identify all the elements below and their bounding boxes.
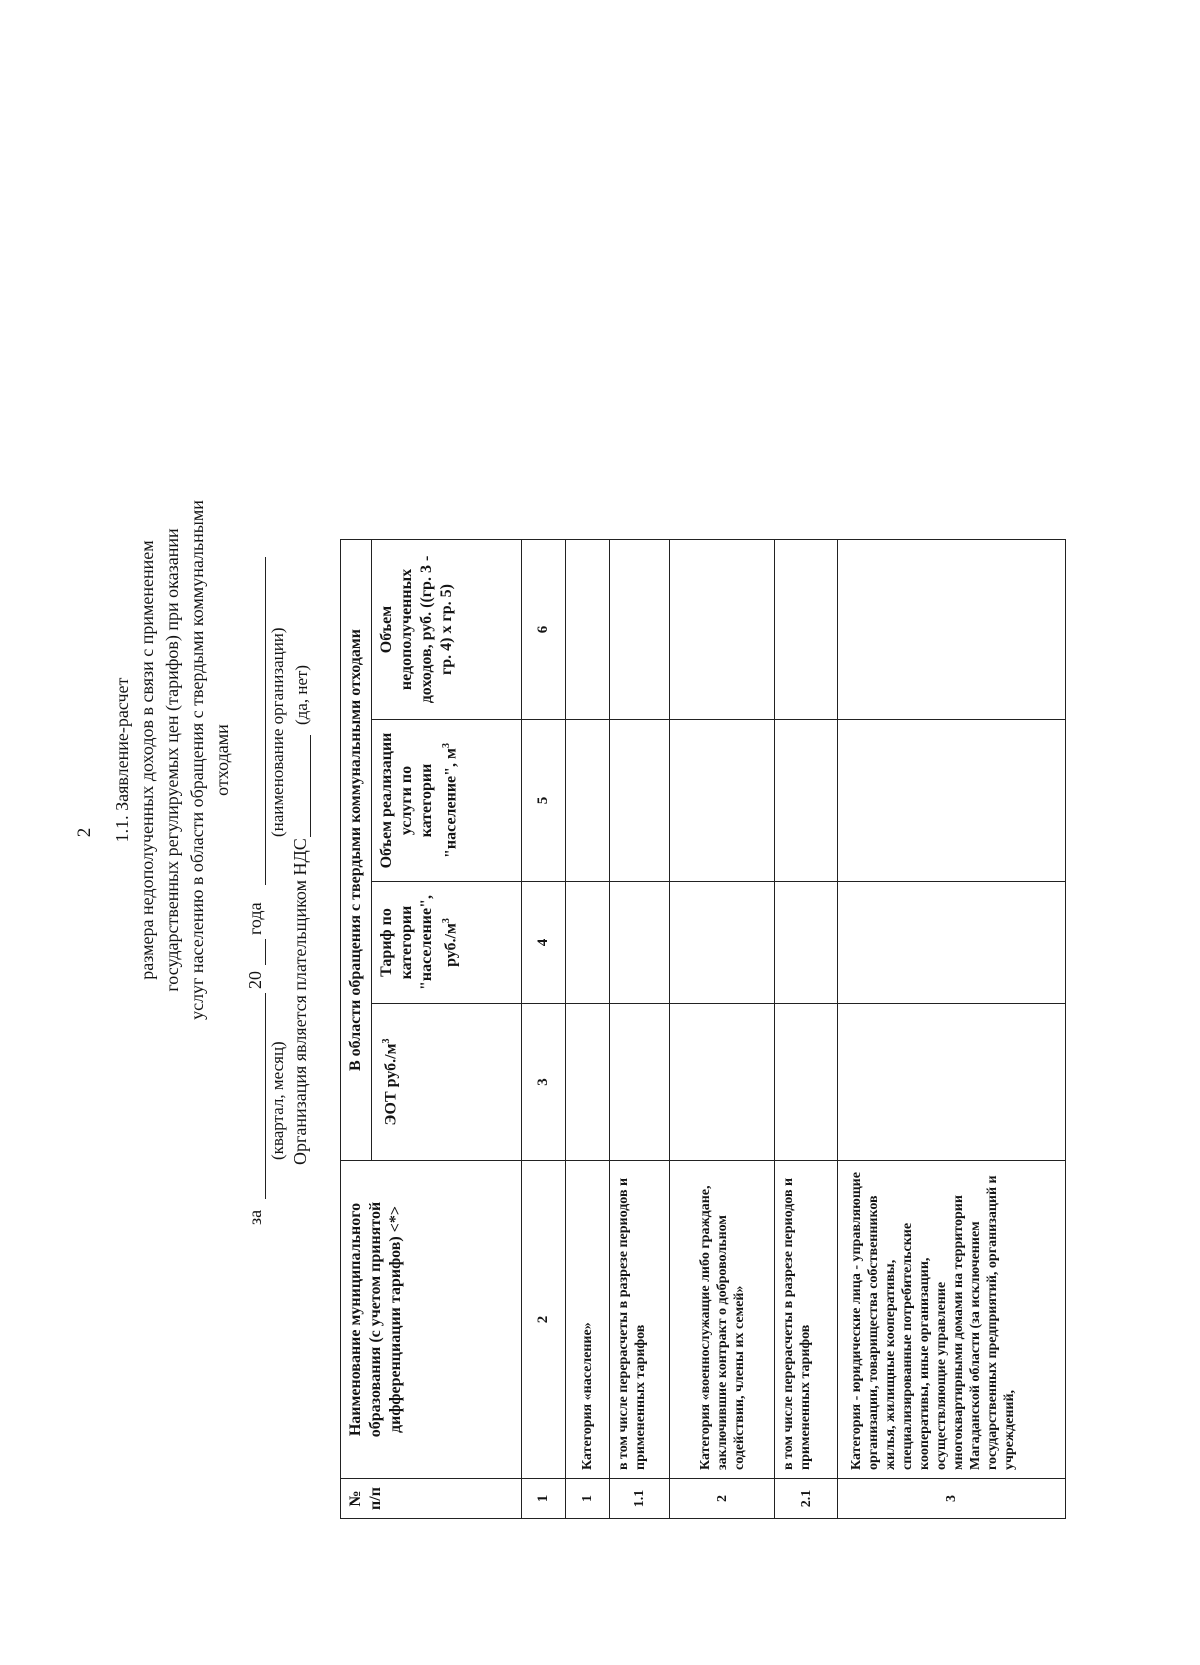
column-numbers-row [522, 540, 566, 1519]
header-eot-label: ЭОТ руб./м [382, 1043, 400, 1126]
column-number: 1 [522, 1479, 566, 1519]
row-number: 1.1 [610, 1479, 670, 1519]
row-name: в том числе перерасчеты в разрезе периодов и примененных тарифов [610, 1161, 670, 1479]
year-suffix: года [245, 902, 265, 935]
tariff-cell[interactable] [566, 882, 610, 1004]
row-name: в том числе перерасчеты в разрезе периодов и примененных тарифов [775, 1161, 838, 1479]
row-number: 1 [566, 1479, 610, 1519]
lost-income-cell[interactable] [610, 540, 670, 720]
header-number: № п/п [341, 1479, 522, 1519]
header-municipality: Наименование муниципального образования (с учетом принятой дифференциации тарифов) <*> [341, 1161, 522, 1479]
volume-cell[interactable] [775, 720, 838, 882]
header-eot [372, 1004, 522, 1161]
tariff-cell[interactable] [670, 882, 775, 1004]
tariff-cell[interactable] [838, 882, 1066, 1004]
header-volume [372, 720, 522, 882]
row-name: Категория «население» [566, 1161, 610, 1479]
row-number: 2 [670, 1479, 775, 1519]
volume-cell[interactable] [566, 720, 610, 882]
period-blank[interactable] [265, 993, 266, 1199]
vat-caption: (да, нет) [292, 664, 311, 725]
eot-cell[interactable] [838, 1004, 1066, 1161]
row-name: Категория «военнослужащие либо граждане, заключившие контракт о добровольном содействии, члены их семей» [670, 1161, 775, 1479]
column-number: 5 [522, 720, 566, 882]
vat-blank[interactable] [310, 735, 311, 837]
volume-cell[interactable] [838, 720, 1066, 882]
lost-income-cell[interactable] [566, 540, 610, 720]
lost-income-cell[interactable] [775, 540, 838, 720]
lost-income-cell[interactable] [670, 540, 775, 720]
heading-line: государственных регулируемых цен (тарифов) при оказании [162, 528, 182, 992]
eot-cell[interactable] [566, 1004, 610, 1161]
tariff-cell[interactable] [775, 882, 838, 1004]
table-header-row [341, 540, 372, 1519]
eot-cell[interactable] [610, 1004, 670, 1161]
lost-income-cell[interactable] [838, 540, 1066, 720]
year-blank[interactable] [265, 939, 266, 965]
row-number: 2.1 [775, 1479, 838, 1519]
document-heading [110, 125, 235, 1395]
header-tariff-label: Тариф по категории "население", руб./м [378, 895, 460, 990]
period-prefix: за [245, 1209, 265, 1225]
period-caption: (квартал, месяц) [268, 1041, 287, 1160]
table-row [566, 540, 610, 1519]
organization-caption: (наименование организации) [268, 627, 287, 837]
column-number: 3 [522, 1004, 566, 1161]
unit-power: 3 [381, 1038, 392, 1044]
heading-line: 1.1. Заявление-расчет [112, 677, 132, 843]
heading-line: услуг населению в области обращения с твердыми коммунальными [187, 500, 207, 1020]
year-prefix: 20 [245, 971, 265, 989]
eot-cell[interactable] [670, 1004, 775, 1161]
row-name: Категория - юридические лица - управляющие организации, товарищества собственников жилья, жилищные кооперативы, специализированные потребительские кооперативы, иные организации, осуществляющие управление многоквартирными домами на территории Магаданской области (за исключением государственных предприятий, организаций и учреждений, [838, 1161, 1066, 1479]
header-lost-income: Объем недополученных доходов, руб. ((гр. 3 - гр. 4) х гр. 5) [372, 540, 522, 720]
header-volume-label: Объем реализации услуги по категории "население", м [378, 732, 460, 869]
table-row [610, 540, 670, 1519]
header-group: В области обращения с твердыми коммунальными отходами [341, 540, 372, 1161]
table-row [670, 540, 775, 1519]
table-row [838, 540, 1066, 1519]
heading-line: размера недополученных доходов в связи с применением [137, 540, 157, 980]
column-number: 2 [522, 1161, 566, 1479]
volume-cell[interactable] [670, 720, 775, 882]
tariff-cell[interactable] [610, 882, 670, 1004]
volume-cell[interactable] [610, 720, 670, 882]
header-tariff [372, 882, 522, 1004]
page-number: 2 [74, 827, 95, 838]
vat-label: Организация является плательщиком НДС [290, 838, 310, 1165]
column-number: 6 [522, 540, 566, 720]
organization-blank[interactable] [265, 557, 266, 885]
calculation-table [340, 539, 1066, 1519]
table-row [775, 540, 838, 1519]
unit-power: 3 [441, 918, 452, 924]
column-number: 4 [522, 882, 566, 1004]
row-number: 3 [838, 1479, 1066, 1519]
heading-line: отходами [212, 724, 232, 796]
eot-cell[interactable] [775, 1004, 838, 1161]
unit-power: 3 [441, 743, 452, 749]
